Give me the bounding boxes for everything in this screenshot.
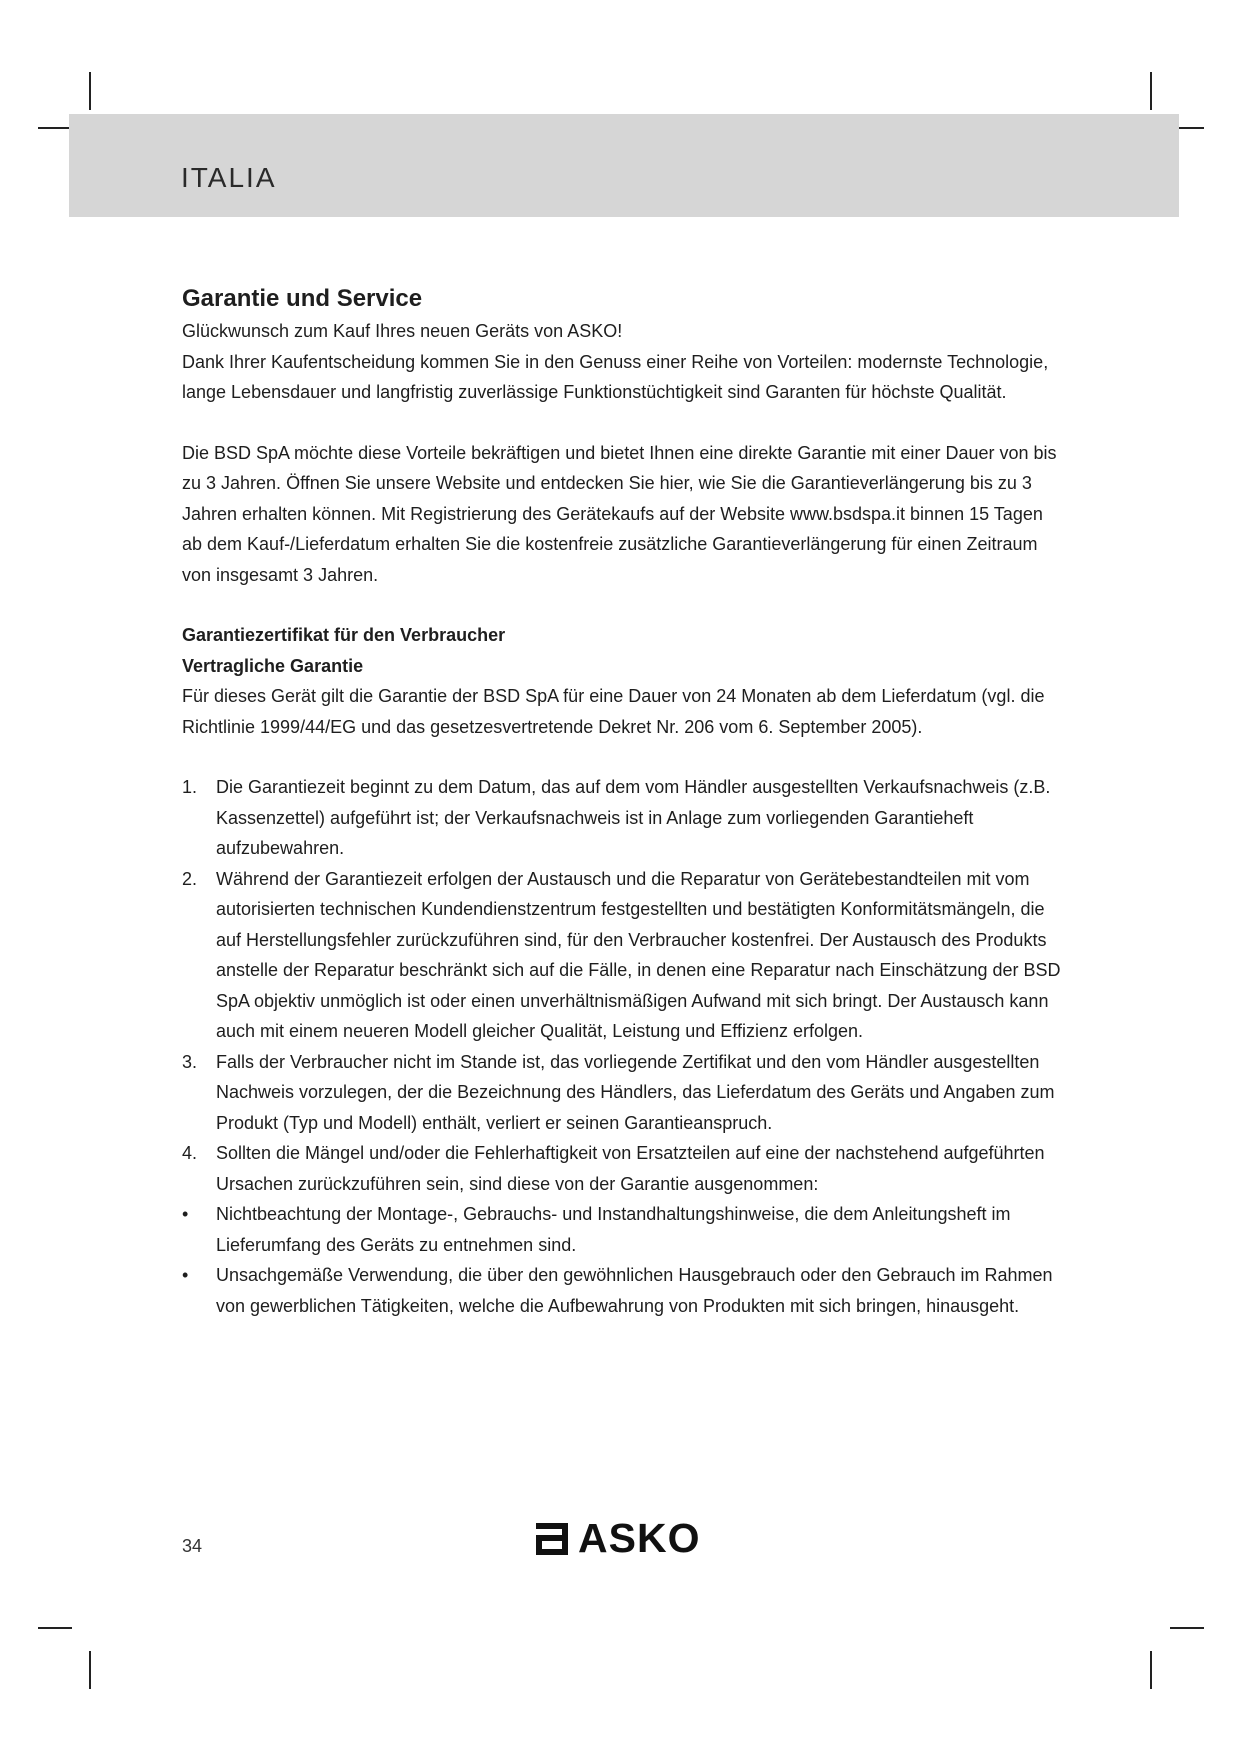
list-marker: 1.: [182, 777, 198, 797]
list-marker: 2.: [182, 868, 198, 889]
crop-mark-bottom-left-horizontal: [38, 1627, 72, 1629]
crop-mark-bottom-right-vertical: [1150, 1651, 1152, 1689]
header-title: ITALIA: [181, 162, 277, 193]
logo-text: ASKO: [578, 1515, 701, 1561]
list-item-text: Die Garantiezeit beginnt zu dem Datum, das auf dem vom Händler ausgestellten Verkaufsnachweis (z.B. Kassenzettel) aufgeführt ist; der Verkaufsnachweis ist in Anlage zum vorliegenden Garantieheft aufzubewahren.: [216, 777, 1051, 858]
contract-title: Vertragliche Garantie: [182, 655, 364, 676]
list-item: [182, 772, 1067, 864]
crop-mark-bottom-right-horizontal: [1170, 1627, 1204, 1629]
intro-paragraph: Dank Ihrer Kaufentscheidung kommen Sie in den Genuss einer Reihe von Vorteilen: modernste Technologie, lange Lebensdauer und langfristig zuverlässige Funktionstüchtigkeit sind Garanten für höchste Qualität.: [182, 351, 1049, 402]
bullet-item: [182, 1260, 1067, 1321]
asko-logo-icon: [534, 1522, 570, 1556]
contract-text: Für dieses Gerät gilt die Garantie der BSD SpA für eine Dauer von 24 Monaten ab dem Lieferdatum (vgl. die Richtlinie 1999/44/EG und das gesetzesvertretende Dekret Nr. 206 vom 6. September 2005).: [182, 686, 1045, 737]
list-item-text: Während der Garantiezeit erfolgen der Austausch und die Reparatur von Gerätebestandteilen mit vom autorisierten technischen Kundendienstzentrum festgestellten und bestätigten Konformitätsmängeln, die auf Herstellungsfehler zurückzuführen sind, für den Verbraucher kostenfrei. Der Austausch des Produkts anstelle der Reparatur beschränkt sich auf die Fälle, in denen eine Reparatur nach Einschätzung der BSD SpA objektiv unmöglich ist oder einen unverhältnismäßigen Aufwand mit sich bringt. Der Austausch kann auch mit einem neueren Modell gleicher Qualität, Leistung und Effizienz erfolgen.: [216, 868, 1061, 1041]
section-title: Garantie und Service: [182, 285, 423, 312]
list-marker: 4.: [182, 1143, 198, 1163]
numbered-list: [182, 772, 1067, 1199]
list-item-text: Sollten die Mängel und/oder die Fehlerhaftigkeit von Ersatzteilen auf eine der nachstehend aufgeführten Ursachen zurückzuführen sein, sind diese von der Garantie ausgenommen:: [216, 1143, 1045, 1194]
intro-line: Glückwunsch zum Kauf Ihres neuen Geräts von ASKO!: [182, 321, 623, 341]
page-number: 34: [182, 1536, 203, 1556]
list-item: [182, 1047, 1067, 1139]
list-marker: 3.: [182, 1051, 198, 1072]
bullet-item-text: Nichtbeachtung der Montage-, Gebrauchs- und Instandhaltungshinweise, die dem Anleitungsheft im Lieferumfang des Geräts zu entnehmen sind.: [216, 1204, 1011, 1255]
crop-mark-bottom-left-vertical: [89, 1651, 91, 1689]
list-item: [182, 864, 1067, 1047]
crop-mark-top-left-horizontal: [38, 127, 72, 129]
list-item: [182, 1138, 1067, 1199]
bullet-marker: •: [182, 1204, 189, 1224]
crop-mark-top-left-vertical: [89, 72, 91, 110]
bullet-marker: •: [182, 1265, 189, 1285]
asko-logo: [534, 1515, 700, 1562]
header-band: [69, 114, 1179, 217]
extension-paragraph: Die BSD SpA möchte diese Vorteile bekräftigen und bietet Ihnen eine direkte Garantie mit einer Dauer von bis zu 3 Jahren. Öffnen Sie unsere Website und entdecken Sie hier, wie Sie die Garantieverlängerung bis zu 3 Jahren erhalten können. Mit Registrierung des Gerätekaufs auf der Website www.bsdspa.it binnen 15 Tagen ab dem Kauf-/Lieferdatum erhalten Sie die kostenfreie zusätzliche Garantieverlängerung für einen Zeitraum von insgesamt 3 Jahren.: [182, 442, 1057, 585]
document-body: [182, 283, 1067, 1321]
certificate-title: Garantiezertifikat für den Verbraucher: [182, 625, 506, 645]
bullet-item: [182, 1199, 1067, 1260]
bullet-list: [182, 1199, 1067, 1321]
crop-mark-top-right-vertical: [1150, 72, 1152, 110]
bullet-item-text: Unsachgemäße Verwendung, die über den gewöhnlichen Hausgebrauch oder den Gebrauch im Rahmen von gewerblichen Tätigkeiten, welche die Aufbewahrung von Produkten mit sich bringen, hinausgeht.: [216, 1265, 1053, 1316]
list-item-text: Falls der Verbraucher nicht im Stande ist, das vorliegende Zertifikat und den vom Händler ausgestellten Nachweis vorzulegen, der die Bezeichnung des Händlers, das Lieferdatum des Geräts und Angaben zum Produkt (Typ und Modell) enthält, verliert er seinen Garantieanspruch.: [216, 1051, 1055, 1133]
